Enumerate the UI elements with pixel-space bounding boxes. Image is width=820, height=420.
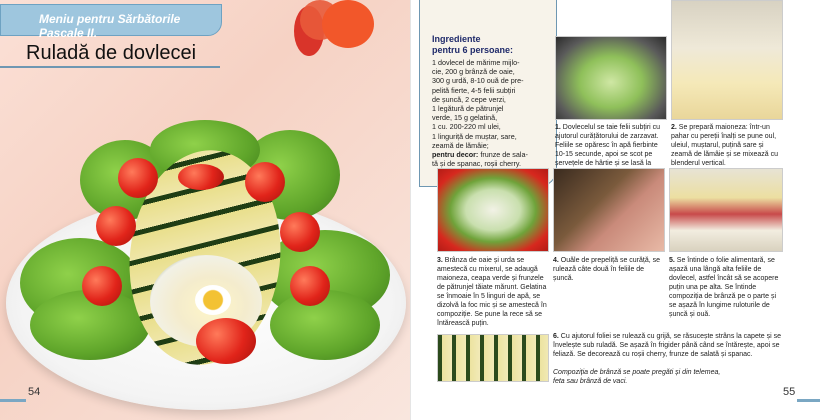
cherry-tomato — [96, 206, 136, 246]
step1-text: 1. Dovlecelul se taie felii subțiri cu ajutorul curățătorului de zarzavat. Feliile se opăresc în apă fierbinte 10-15 secunde, apoi se scot pe șervețele de hârtie și se lasă la — [555, 124, 661, 167]
step5-text: 5. Se întinde o folie alimentară, se așază una lângă alta feliile de dovlecel, astfel încât să se acopere puțin una pe alta. Se întinde compoziția de brânză pe o parte și se așază în lungime ruloturile de șuncă și ouă. — [669, 257, 779, 318]
cherry-tomato — [118, 158, 158, 198]
cherry-tomato — [245, 162, 285, 202]
step2-text: 2. Se prepară maioneza: într-un pahar cu pereții înalți se pune oul, uleiul, muștarul, puțină sare și zeamă de lămâie și se mixează cu blenderul vertical. — [671, 124, 778, 167]
cherry-tomato — [82, 266, 122, 306]
step3-photo — [437, 168, 549, 252]
ingredients-box — [419, 0, 557, 187]
decor-line: pentru decor: frunze de sala- — [432, 150, 528, 160]
ingredients-heading: Ingrediente pentru 6 persoane: — [432, 34, 514, 55]
section-banner — [0, 4, 222, 40]
ingredients-list: 1 dovlecel de mărime mijlo- cie, 200 g brânză de oaie, 300 g urdă, 8-10 ouă de pre- pelită fierte, 4-5 felii subțiri de șuncă, 2 cepe verzi, 1 legătură de pătrunjel verde, 15 g gelatină, 1 cu. 200-220 ml ulei, 1 linguriță de muștar, sare, zeamă de lămâie; pentru decor: frunze de sala- tă și de spanac, roșii cherry. — [432, 58, 558, 168]
step3-text: 3. Brânza de oaie și urda se amestecă cu mixerul, se adaugă maioneza, ceapa verde și frunzele de pătrunjel tăiate mărunt. Gelatina se înmoaie în 5 linguri de apă, se dizolvă la foc mic și se amestecă în compoziție. Se pune la rece să se întărească puțin. — [437, 257, 547, 327]
step4-photo — [553, 168, 665, 252]
page-number: 55 — [783, 386, 796, 398]
lettuce-leaf — [270, 290, 380, 360]
quail-egg — [195, 285, 231, 315]
recipe-title: Ruladă de dovlecei — [26, 42, 197, 64]
step6-photo — [437, 334, 549, 382]
tomato-flower — [196, 318, 256, 364]
egg-decoration — [322, 0, 374, 48]
banner-text: Meniu pentru Sărbătorile Pascale II. — [39, 12, 181, 40]
tomato-flower — [178, 164, 224, 190]
step1-photo — [555, 36, 667, 120]
step4-text: 4. Ouăle de prepeliță se curăță, se rulează câte două în feliile de șuncă. — [553, 257, 661, 282]
cherry-tomato — [280, 212, 320, 252]
step6-text: 6. Cu ajutorul foliei se rulează cu grijă, se răsucește strâns la capete și se învelește sub ruladă. Se așază în frigider până când se întărește, apoi se feliază. Se decorează cu roșii cherry, frunze de salată și spanac. — [553, 333, 782, 358]
right-page — [410, 0, 820, 420]
step2-photo — [671, 0, 783, 120]
page-number-bar — [797, 399, 820, 402]
page-number: 54 — [28, 386, 41, 398]
title-underline — [0, 66, 220, 68]
cherry-tomato — [290, 266, 330, 306]
page-number-bar — [0, 399, 26, 402]
tip-note: Compoziția de brânză se poate pregăti și din telemea, feta sau brânză de vaci. — [553, 369, 721, 385]
step5-photo — [669, 168, 783, 252]
